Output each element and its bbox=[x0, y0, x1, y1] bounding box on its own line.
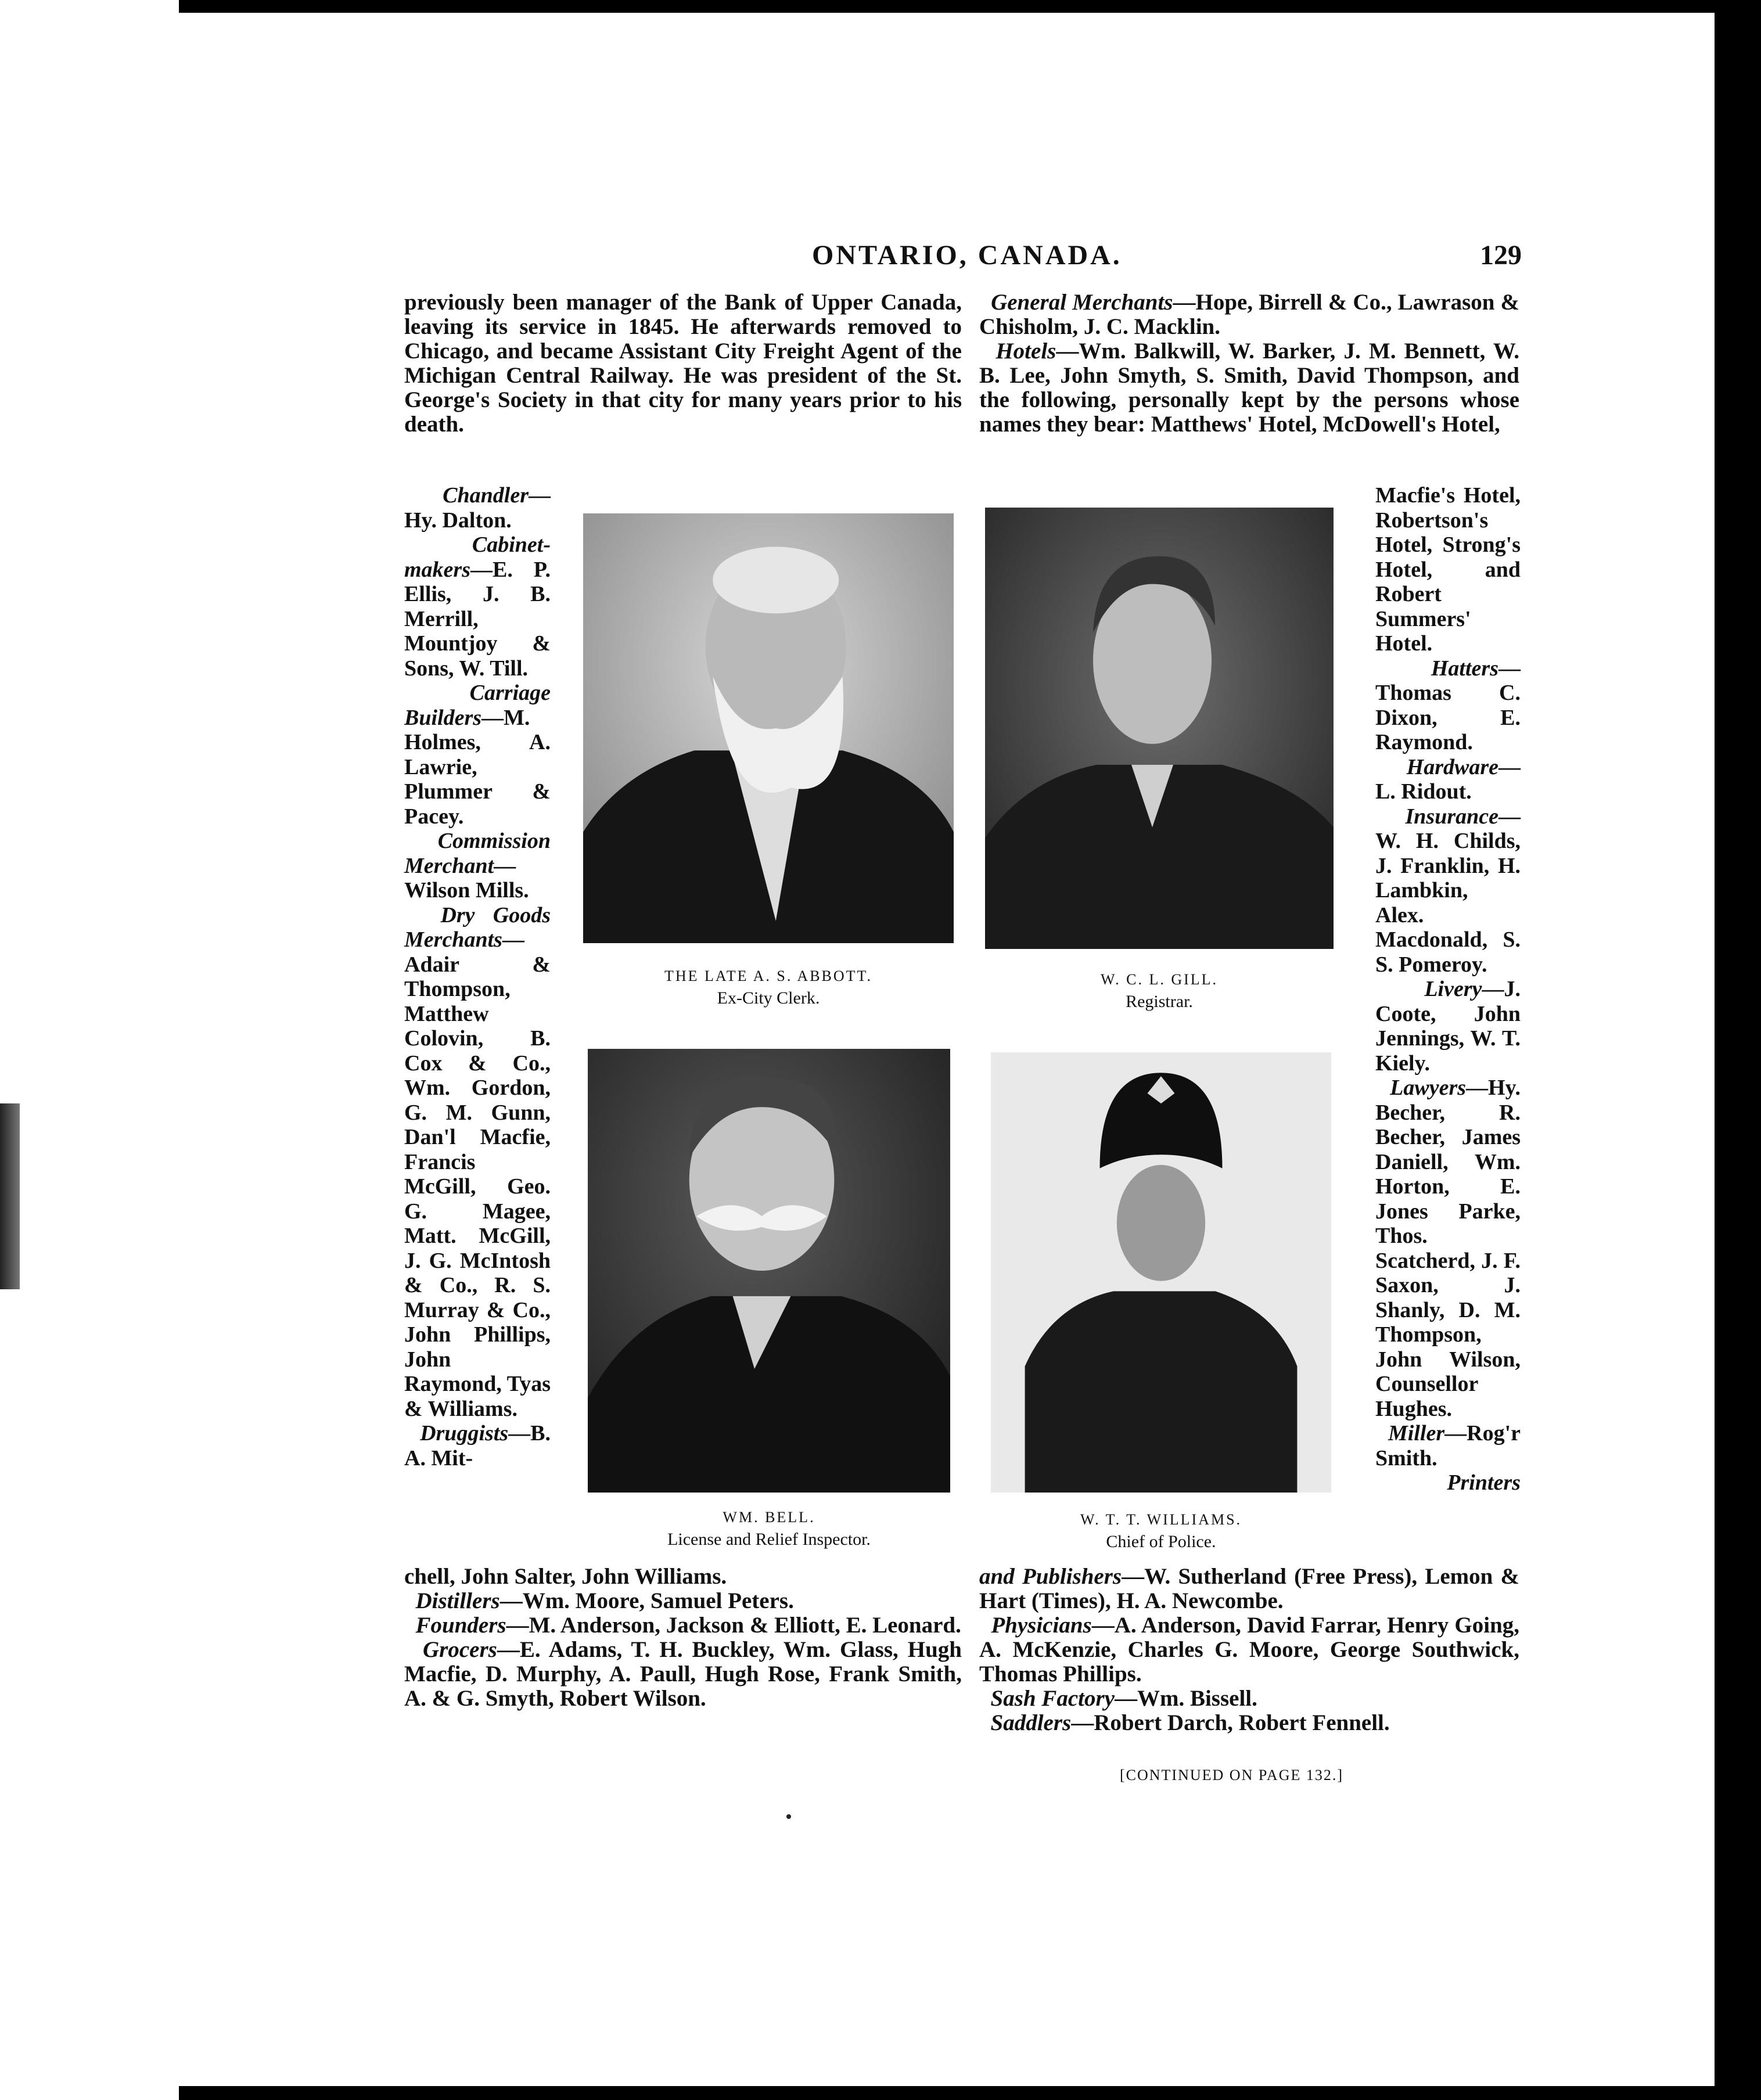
paragraph: Cabinet-makers—E. P. Ellis, J. B. Merrill, Mountjoy & Sons, W. Till. bbox=[404, 533, 551, 681]
section-heading: General Merchants bbox=[991, 290, 1173, 315]
column-right-top-text bbox=[979, 290, 1519, 437]
paragraph: Lawyers—Hy. Becher, R. Becher, James Daniell, Wm. Horton, E. Jones Parke, Thos. Scatcherd, J. F. Saxon, J. Shanly, D. M. Thompson, John Wilson, Counsellor Hughes. bbox=[1375, 1076, 1521, 1421]
narrow-left-column bbox=[404, 483, 551, 1470]
paragraph: Commission Merchant—Wilson Mills. bbox=[404, 829, 551, 902]
caption-gill: W. C. L. GILL. Registrar. bbox=[1100, 971, 1219, 1011]
paragraph: Physicians—A. Anderson, David Farrar, Henry Going, A. McKenzie, Charles G. Moore, George Southwick, Thomas Phillips. bbox=[979, 1613, 1520, 1687]
paragraph: Founders—M. Anderson, Jackson & Elliott, E. Leonard. bbox=[415, 1613, 961, 1638]
paragraph: Sash Factory—Wm. Bissell. bbox=[990, 1686, 1257, 1711]
column-left-bottom-text bbox=[404, 1565, 962, 1711]
paragraph: Miller—Rog'r Smith. bbox=[1375, 1421, 1521, 1470]
paragraph: chell, John Salter, John Williams. bbox=[404, 1564, 727, 1589]
section-heading: Hotels bbox=[995, 339, 1056, 364]
paragraph: Hotels—Wm. Balkwill, W. Barker, J. M. Bennett, W. B. Lee, John Smyth, S. Smith, David Thompson, and the following, personally kept by the persons whose names they bear: Matthews' Hotel, McDowell's Hotel, bbox=[979, 339, 1519, 437]
caption-williams: W. T. T. WILLIAMS. Chief of Police. bbox=[1080, 1511, 1242, 1551]
printer-dot bbox=[786, 1814, 791, 1819]
column-right-bottom-text bbox=[979, 1565, 1519, 1735]
column-left-top-text bbox=[404, 290, 962, 437]
portrait-abbott bbox=[583, 513, 954, 943]
paragraph: Insurance—W. H. Childs, J. Franklin, H. Lambkin, Alex. Macdonald, S. S. Pomeroy. bbox=[1375, 804, 1521, 977]
paragraph: Druggists—B. A. Mit- bbox=[404, 1421, 551, 1470]
paragraph: Livery—J. Coote, John Jennings, W. T. Kiely. bbox=[1375, 977, 1521, 1076]
paragraph: Distillers—Wm. Moore, Samuel Peters. bbox=[415, 1588, 794, 1613]
continued-note: [CONTINUED ON PAGE 132.] bbox=[1120, 1767, 1344, 1783]
paragraph: Hatters—Thomas C. Dixon, E. Raymond. bbox=[1375, 656, 1521, 754]
paragraph: Hardware—L. Ridout. bbox=[1375, 754, 1521, 804]
caption-bell: WM. BELL. License and Relief Inspector. bbox=[667, 1509, 871, 1549]
paragraph: and Publishers—W. Sutherland (Free Press), Lemon & Hart (Times), H. A. Newcombe. bbox=[979, 1564, 1520, 1613]
book-page bbox=[179, 13, 1715, 2086]
running-head: ONTARIO, CANADA. bbox=[812, 240, 1122, 271]
caption-abbott: THE LATE A. S. ABBOTT. Ex-City Clerk. bbox=[664, 968, 873, 1008]
page-number: 129 bbox=[1480, 240, 1522, 271]
paragraph: Dry Goods Merchants—Adair & Thompson, Matthew Colovin, B. Cox & Co., Wm. Gordon, G. M. Gunn, Dan'l Macfie, Francis McGill, Geo. G. Magee, Matt. McGill, J. G. McIntosh & Co., R. S. Murray & Co., John Phillips, John Raymond, Tyas & Williams. bbox=[404, 902, 551, 1421]
paragraph: Grocers—E. Adams, T. H. Buckley, Wm. Glass, Hugh Macfie, D. Murphy, A. Paull, Hugh Rose, Frank Smith, A. & G. Smyth, Robert Wilson. bbox=[404, 1637, 962, 1711]
portrait-gill bbox=[985, 508, 1334, 949]
paragraph: Macfie's Hotel, Robertson's Hotel, Strong's Hotel, and Robert Summers' Hotel. bbox=[1375, 483, 1521, 656]
narrow-right-column bbox=[1375, 483, 1521, 1495]
paragraph: previously been manager of the Bank of Upper Canada, leaving its service in 1845. He afterwards removed to Chicago, and became Assistant City Freight Agent of the Michigan Central Railway. He was president of the St. George's Society in that city for many years prior to his death. bbox=[404, 290, 962, 437]
paragraph: Printers bbox=[1447, 1470, 1521, 1495]
portrait-bell bbox=[588, 1049, 950, 1493]
paragraph: Chandler—Hy. Dalton. bbox=[404, 483, 551, 533]
page-header bbox=[179, 239, 1715, 280]
portrait-williams bbox=[991, 1052, 1331, 1493]
paragraph: General Merchants—Hope, Birrell & Co., Lawrason & Chisholm, J. C. Macklin. bbox=[979, 290, 1520, 339]
facing-page-edge bbox=[0, 0, 179, 2100]
paragraph: Saddlers—Robert Darch, Robert Fennell. bbox=[990, 1710, 1390, 1735]
paragraph: Carriage Builders—M. Holmes, A. Lawrie, Plummer & Pacey. bbox=[404, 681, 551, 829]
